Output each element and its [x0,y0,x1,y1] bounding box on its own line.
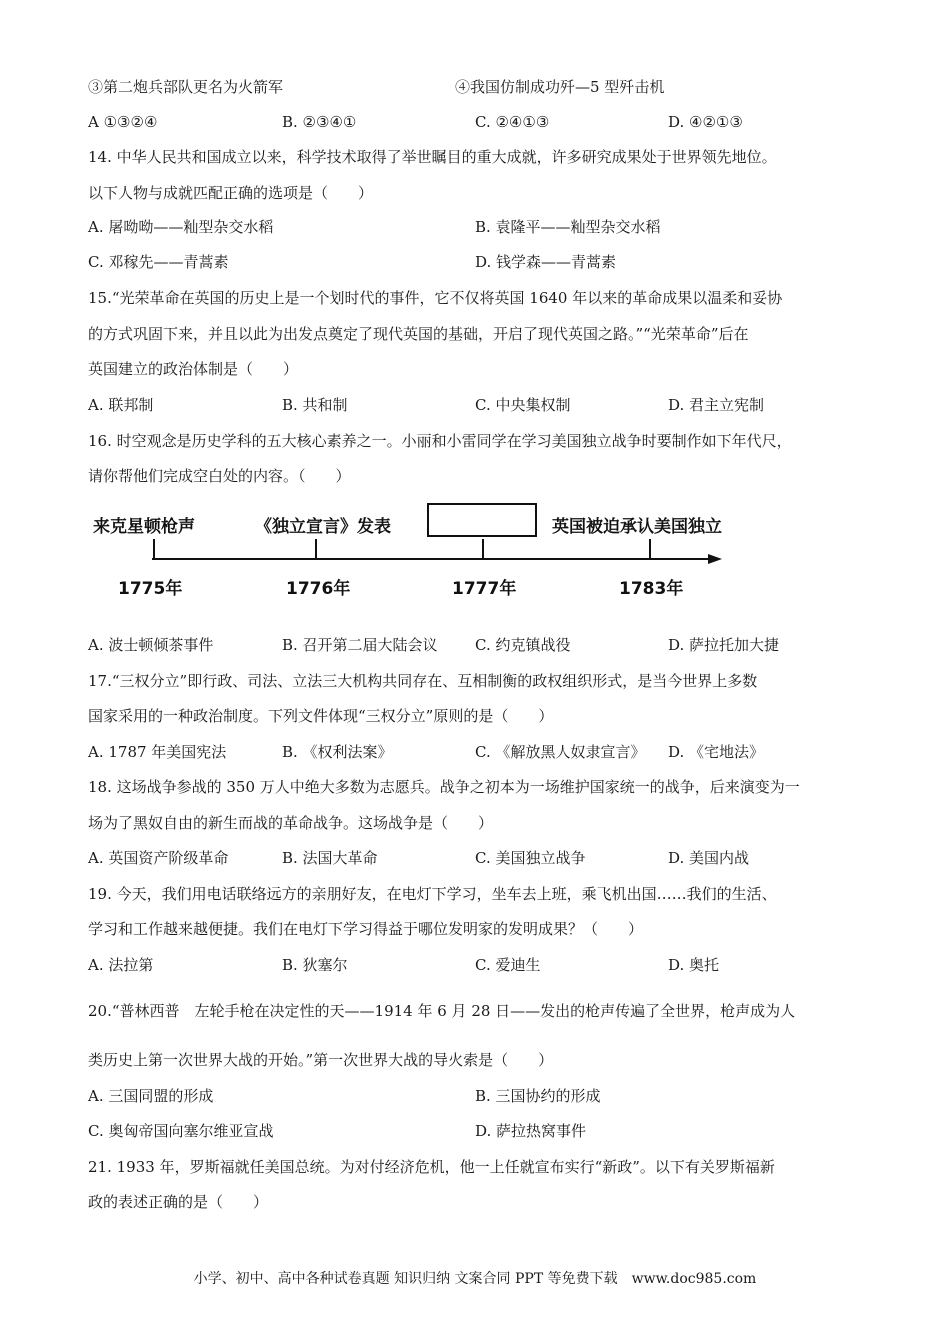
q13-option-b: B. ②③④① [282,113,357,131]
q17-option-d: D. 《宅地法》 [668,743,765,761]
q18-option-d: D. 美国内战 [668,849,750,867]
q21-stem-line2: 政的表述正确的是（ ） [88,1193,269,1211]
q21-stem-line1: 21. 1933 年，罗斯福就任美国总统。为对付经济危机，他一上任就宣布实行“新政”。以下有关罗斯福新 [88,1158,775,1176]
q17-stem-line1: 17.“三权分立”即行政、司法、立法三大机构共同存在、互相制衡的政权组织形式，是当今世界上多数 [88,672,758,690]
q20-stem-line2: 类历史上第一次世界大战的开始。”第一次世界大战的导火索是（ ） [88,1051,554,1069]
q16-stem-line2: 请你帮他们完成空白处的内容。（ ） [88,467,351,485]
timeline-year-1783: 1783年 [619,579,684,599]
timeline-year-1776: 1776年 [286,579,351,599]
q14-option-b: B. 袁隆平——籼型杂交水稻 [475,218,661,236]
q17-option-c: C. 《解放黑人奴隶宣言》 [475,743,646,761]
q18-option-b: B. 法国大革命 [282,849,378,867]
q20-option-c: C. 奥匈帝国向塞尔维亚宣战 [88,1122,274,1140]
q17-option-b: B. 《权利法案》 [282,743,393,761]
page-footer: 小学、初中、高中各种试卷真题 知识归纳 文案合同 PPT 等免费下载 www.doc985.com [193,1271,757,1287]
q16-option-c: C. 约克镇战役 [475,636,571,654]
q14-stem-line2: 以下人物与成就匹配正确的选项是（ ） [88,184,374,202]
q16-stem-line1: 16. 时空观念是历史学科的五大核心素养之一。小丽和小雷同学在学习美国独立战争时要制作如下年代尺， [88,432,792,450]
q18-stem-line2: 场为了黑奴自由的新生而战的革命战争。这场战争是（ ） [88,814,494,832]
q15-option-d: D. 君主立宪制 [668,396,765,414]
q15-option-b: B. 共和制 [282,396,348,414]
q13-option-a: A ①③②④ [88,113,158,131]
q19-option-a: A. 法拉第 [88,956,154,974]
q15-option-c: C. 中央集权制 [475,396,571,414]
q14-stem-line1: 14. 中华人民共和国成立以来，科学技术取得了举世瞩目的重大成就，许多研究成果处于世界领先地位。 [88,148,777,166]
q20-stem-line1: 20.“普林西普 左轮手枪在决定性的天——1914 年 6 月 28 日——发出的枪声传遍了全世界，枪声成为人 [88,1002,796,1020]
q15-stem-line3: 英国建立的政治体制是（ ） [88,360,299,378]
q13-option-d: D. ④②①③ [668,113,743,131]
q17-option-a: A. 1787 年美国宪法 [88,743,227,761]
timeline-year-1775: 1775年 [118,579,183,599]
q16-option-d: D. 萨拉托加大捷 [668,636,780,654]
timeline-event-1776: 《独立宣言》发表 [255,517,391,537]
q16-option-b: B. 召开第二届大陆会议 [282,636,438,654]
timeline-arrow-icon [708,554,722,564]
q19-option-b: B. 狄塞尔 [282,956,348,974]
timeline-year-1777: 1777年 [452,579,517,599]
q14-option-d: D. 钱学森——青蒿素 [475,253,617,271]
q16-option-a: A. 波士顿倾茶事件 [88,636,214,654]
q15-option-a: A. 联邦制 [88,396,154,414]
timeline-axis [0,0,950,620]
q14-option-a: A. 屠呦呦——籼型杂交水稻 [88,218,274,236]
q20-option-a: A. 三国同盟的形成 [88,1087,214,1105]
q19-stem-line1: 19. 今天，我们用电话联络远方的亲朋好友，在电灯下学习，坐车去上班，乘飞机出国……我们的生活、 [88,885,777,903]
timeline-event-1783: 英国被迫承认美国独立 [552,517,722,537]
timeline-event-1775: 来克星顿枪声 [93,517,195,537]
q20-option-b: B. 三国协约的形成 [475,1087,601,1105]
q13-item-3: ③第二炮兵部队更名为火箭军 [88,78,284,96]
q19-option-d: D. 奥托 [668,956,720,974]
q15-stem-line1: 15.“光荣革命在英国的历史上是一个划时代的事件，它不仅将英国 1640 年以来的革命成果以温柔和妥协 [88,289,783,307]
q18-option-a: A. 英国资产阶级革命 [88,849,229,867]
q18-option-c: C. 美国独立战争 [475,849,586,867]
q13-option-c: C. ②④①③ [475,113,550,131]
q20-option-d: D. 萨拉热窝事件 [475,1122,587,1140]
q14-option-c: C. 邓稼先——青蒿素 [88,253,229,271]
q15-stem-line2: 的方式巩固下来，并且以此为出发点奠定了现代英国的基础，开启了现代英国之路。”“光荣革命”后在 [88,325,749,343]
q19-stem-line2: 学习和工作越来越便捷。我们在电灯下学习得益于哪位发明家的发明成果？（ ） [88,920,644,938]
q18-stem-line1: 18. 这场战争参战的 350 万人中绝大多数为志愿兵。战争之初本为一场维护国家统一的战争，后来演变为一 [88,778,800,796]
q19-option-c: C. 爱迪生 [475,956,541,974]
q13-item-4: ④我国仿制成功歼—5 型歼击机 [455,78,665,96]
q17-stem-line2: 国家采用的一种政治制度。下列文件体现“三权分立”原则的是（ ） [88,707,554,725]
